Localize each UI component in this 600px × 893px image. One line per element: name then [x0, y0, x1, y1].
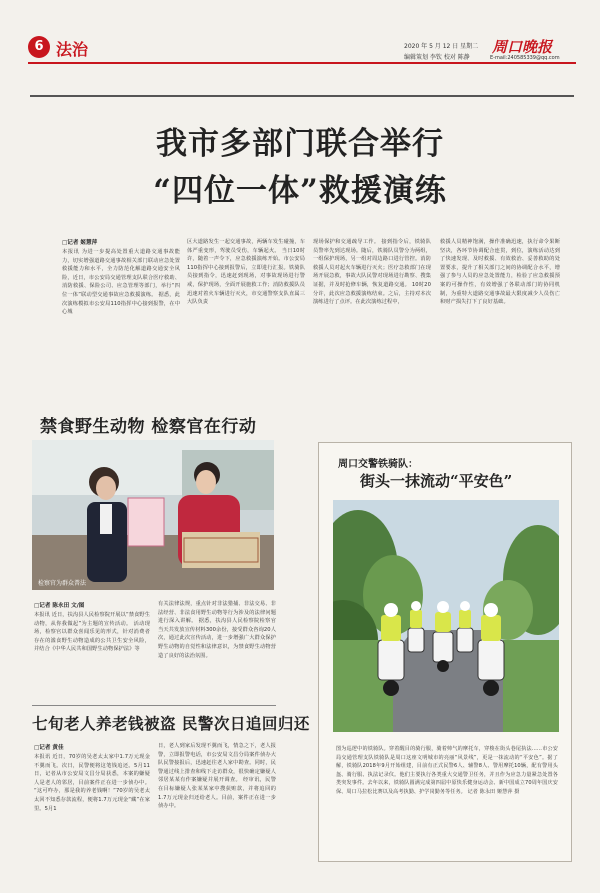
- wildlife-headline: 禁食野生动物 检察官在行动: [40, 417, 257, 437]
- wildlife-photo-credit: 检察官为群众普法: [38, 580, 87, 587]
- lead-col2: 区大道路发生一起交通事故，两辆车发生碰撞，车体严重变形，驾驶员受伤，车辆起火。 当日10时许，随着一声令下，应急救援演练开始。市公安局110指挥中心接到报警后，立即进行汇报。铁骑队员接到指令，迅速赶到现场，对事故现场进行警戒，保护现场，全面开展施救工作；消防救援队员迅速对着火车辆进行灭火，市交通警察支队直属三大队负责: [187, 239, 305, 306]
- elder-headline: 七旬老人养老钱被盗 民警次日追回归还: [32, 714, 310, 733]
- wildlife-col1: 本报讯 近日，扶沟县人民检察院开展以“禁食野生动物，从你我做起”为主题的宣传活动。 活动现场，检察官以群众喜闻乐见的形式，针对消费者存在的滥食野生动物造成的公共卫生安全风险，并结合《中华人民共和国野生动物保护法》等: [34, 612, 150, 653]
- section-title: 法治: [56, 40, 89, 59]
- wildlife-photo: [32, 440, 274, 590]
- date-line: 2020 年 5 月 12 日 星期二: [404, 43, 479, 50]
- police-tag: 周口交警铁骑队：: [338, 459, 418, 470]
- lead-col3: 现场保护和交通疏导工作。 接到指令后，铁骑队员警率先到达现场。随后，铁骑队员警分为两组，一组保护现场，另一组对周边路口进行管控。消防救援人员对起火车辆进行灭火；医疗急救部门在现场开展急救，事故大队民警对现场进行勘察、搜集证据，并及时抢修车辆，恢复道路交通。 10时20分许，此次应急救援演练结束。之后，主持对本次演练进行了点评。在此次演练过程中，: [313, 239, 431, 306]
- masthead-rule: [28, 62, 576, 64]
- lead-byline: □记者 姬慧萍: [62, 240, 98, 246]
- police-headline: 街头一抹流动“平安色”: [360, 472, 513, 490]
- police-caption: 图为巡逻中的铁骑队。穿着醒目的骑行服，骑着帅气的摩托车，穿梭在街头巷尾执法……市公安局交通管理支队铁骑队是周口这座文明城市的亮丽“风景线”，更是一抹流动的“平安色”。据了解，铁骑队2018年9月开始组建，目前有正式民警6人、辅警8人、警用摩托10辆，配有警用头盔、骑行服、执法记录仪。他们主要执行各类重大交通警卫任务，并且作为应急力量紧急处置各类突发事件。去年以来，铁骑队圆满完成第四届中原快乐健身运动会、新中国成立70周年国庆安保、周口马拉松比赛以及高考执勤、护学岗勤务等任务。 记者 陈永田 姬慧萍 摄: [336, 746, 558, 795]
- elder-col1: 本报讯 近日，70岁的吴老太太家中1.7万元现金不翼而飞。次日，民警便将这笔钱追还。5月11日，记者从市公安局文昌分局获悉，本案的嫌疑人是老人的邻居，目前案件正在进一步侦办中。 “这可咋办，那是我的养老钱啊！”70岁的吴老太太回不知悉存款流程，便将1.7万元现金“藏”在家里。5月1: [34, 754, 150, 812]
- editors-line: 编辑策划 李钦 校对 陈静: [404, 54, 470, 61]
- elder-col2: 日，老人到家后发现不翼而飞，情急之下，老人报警，立即报警电话，市公安局文昌分局案件侦办大队民警接报后，迅速赶往老人家中勘查。同时，民警通过线上排查和线下走访群众，很快确定嫌疑人邻居某某有作案嫌疑并展开调查。 经审讯，民警在目标嫌疑人张某某家中搜获赃款，并将追回的1.7万元现金归还给老人。目前，案件正在进一步侦办中。: [158, 743, 276, 810]
- lead-headline-line2: “四位一体”救援演练: [153, 173, 447, 209]
- wildlife-col2: 有关法律法规，重点针对非法猎捕、非法交易、非法经营、非法食用野生动物等行为涉及的法律问题进行深入讲解。 据悉，扶沟县人民检察院检察官当天共发放宣传材料300余份，接受群众咨询20人次，通过此次宣传活动，进一步增强广大群众保护野生动物的自觉性和法律意识，为禁食野生动物营造了良好的法治氛围。: [158, 601, 276, 659]
- lead-col1: 本报讯 为进一步提高处置重大道路交通事故能力，切实增强道路交通事故相关部门联动应急处置救援能力和水平，全力防范化解道路交通安全风险，近日，市公安局交通管理支队联合医疗救助、消防救援、保险公司、应急管理等部门，举行“四位一体”联动型交通事故应急救援演练。 据悉，此次演练模拟市公安局110指挥中心接到报警，在中心城: [62, 249, 180, 316]
- email-line: E-mail:240585339@qq.com: [490, 55, 560, 61]
- lead-top-rule: [30, 95, 574, 97]
- elder-top-rule: [32, 705, 276, 706]
- police-photo: [333, 500, 559, 732]
- wildlife-byline: □记者 陈永田 文/图: [34, 603, 85, 609]
- elder-byline: □记者 黄佳: [34, 745, 64, 751]
- newspaper-logo: 周口晚报: [492, 38, 553, 56]
- lead-headline-line1: 我市多部门联合举行: [156, 126, 444, 162]
- page-number-badge: 6: [28, 36, 50, 58]
- lead-col4: 救援人员精神饱满，操作准确迅速，执行命令果断坚决，各环节协调配合连贯，到位，演练活动达到了快速发现、及时救援、有效救治、妥善救助的处置要求，提升了相关部门之间的协调配合水平，增强了参与人员的应急处置能力，检验了应急救援预案的可操作性，有效增强了各联动部门的协同机制，为重特大道路交通事故最大限度减少人员伤亡和财产损失打下了良好基础。: [440, 239, 560, 306]
